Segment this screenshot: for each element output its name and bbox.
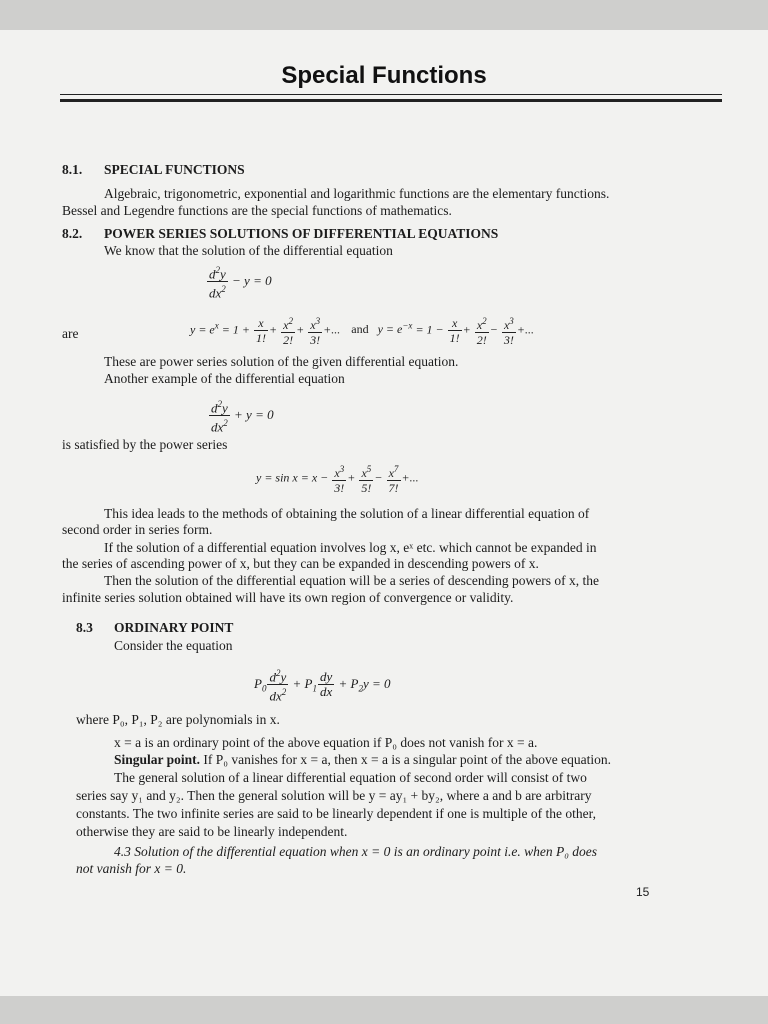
section-8-1-number: 8.1. [62, 162, 83, 177]
singular-point-text: If P₀ vanishes for x = a, then x = a is a singular point of the above equation. [200, 752, 612, 767]
series-exp: $y = e^x = 1$ + $\frac{x}{1!}$ + $\frac{x^2}{2!}$ + $\frac{x^3}{3!}$ +... and $y = e^{-x} = 1$ − $\frac{x}{1!}$ + $\frac{x^2}{2!}$ − $\frac{x^3}{3!}$ +... [190, 316, 534, 347]
equation-2-rest: + y = 0 [234, 406, 274, 422]
equation-2: $\frac{d^2y}{dx^2}$ + y = 0 [211, 399, 274, 435]
section-8-3-line1: x = a is an ordinary point of the above equation if P₀ does not vanish for x = a. [114, 735, 538, 750]
section-8-2-line1: These are power series solution of the given differential equation. [104, 354, 459, 369]
section-8-3-general-line4: otherwise they are said to be linearly independent. [76, 824, 348, 839]
section-8-1-heading: SPECIAL FUNCTIONS [104, 162, 245, 177]
section-8-2-line3: is satisfied by the power series [62, 437, 228, 452]
section-8-2-number: 8.2. [62, 226, 83, 241]
singular-point-label: Singular point. [114, 752, 201, 767]
section-8-3-intro: Consider the equation [114, 638, 233, 653]
section-8-3-heading: ORDINARY POINT [114, 620, 234, 635]
section-8-2-para-line1: This idea leads to the methods of obtaining the solution of a linear differential equation of [104, 506, 590, 521]
subsection-4-3-line2: not vanish for x = 0. [76, 861, 187, 876]
page-title: Special Functions [281, 62, 487, 89]
title-rule-thick [60, 99, 722, 102]
section-8-2-para-line4: the series of ascending power of x, but they can be expanded in descending powers of x. [62, 556, 539, 571]
section-8-3-number: 8.3 [76, 620, 93, 635]
page-number: 15 [636, 885, 650, 899]
equation-1: $\frac{d^2y}{dx^2}$ − y = 0 [209, 265, 272, 301]
section-8-2-intro: We know that the solution of the differential equation [104, 243, 393, 258]
series-sin: y = sin x = x − $\frac{x^3}{3!}$ + $\frac{x^5}{5!}$ − $\frac{x^7}{7!}$ +... [256, 464, 419, 495]
equation-1-rest: − y = 0 [232, 272, 272, 288]
section-8-3-where: where P₀, P₁, P₂ are polynomials in x. [76, 712, 280, 727]
title-rule-thin [60, 94, 722, 95]
are-label: are [62, 326, 79, 341]
section-8-2-para-line5: Then the solution of the differential equation will be a series of descending powers of x, the [104, 573, 599, 588]
section-8-2-line2: Another example of the differential equation [104, 371, 345, 386]
section-8-2-heading: POWER SERIES SOLUTIONS OF DIFFERENTIAL EQUATIONS [104, 226, 499, 241]
singular-point-line [114, 752, 611, 768]
section-8-3-general-line1: The general solution of a linear differential equation of second order will consist of two [114, 770, 587, 785]
section-8-3-general-line2: series say y₁ and y₂. Then the general solution will be y = ay₁ + by₂, where a and b are arbitrary [76, 788, 592, 803]
equation-3: $P_0$ $\frac{d^2y}{dx^2}$ + $P_1$ $\frac{dy}{dx}$ + $P_2y = 0$ [254, 668, 391, 704]
section-8-3-general-line3: constants. The two infinite series are said to be linearly dependent if one is multiple of the other, [76, 806, 596, 821]
section-8-1-para-line2: Bessel and Legendre functions are the special functions of mathematics. [62, 203, 452, 218]
subsection-4-3-line1: 4.3 Solution of the differential equation when x = 0 is an ordinary point i.e. when P₀ does [114, 844, 598, 859]
section-8-2-para-line6: infinite series solution obtained will have its own region of convergence or validity. [62, 590, 514, 605]
section-8-2-para-line2: second order in series form. [62, 522, 213, 537]
section-8-2-para-line3: If the solution of a differential equation involves log x, eˣ etc. which cannot be expanded in [104, 540, 597, 555]
section-8-1-para-line1: Algebraic, trigonometric, exponential and logarithmic functions are the elementary functions. [104, 186, 610, 201]
